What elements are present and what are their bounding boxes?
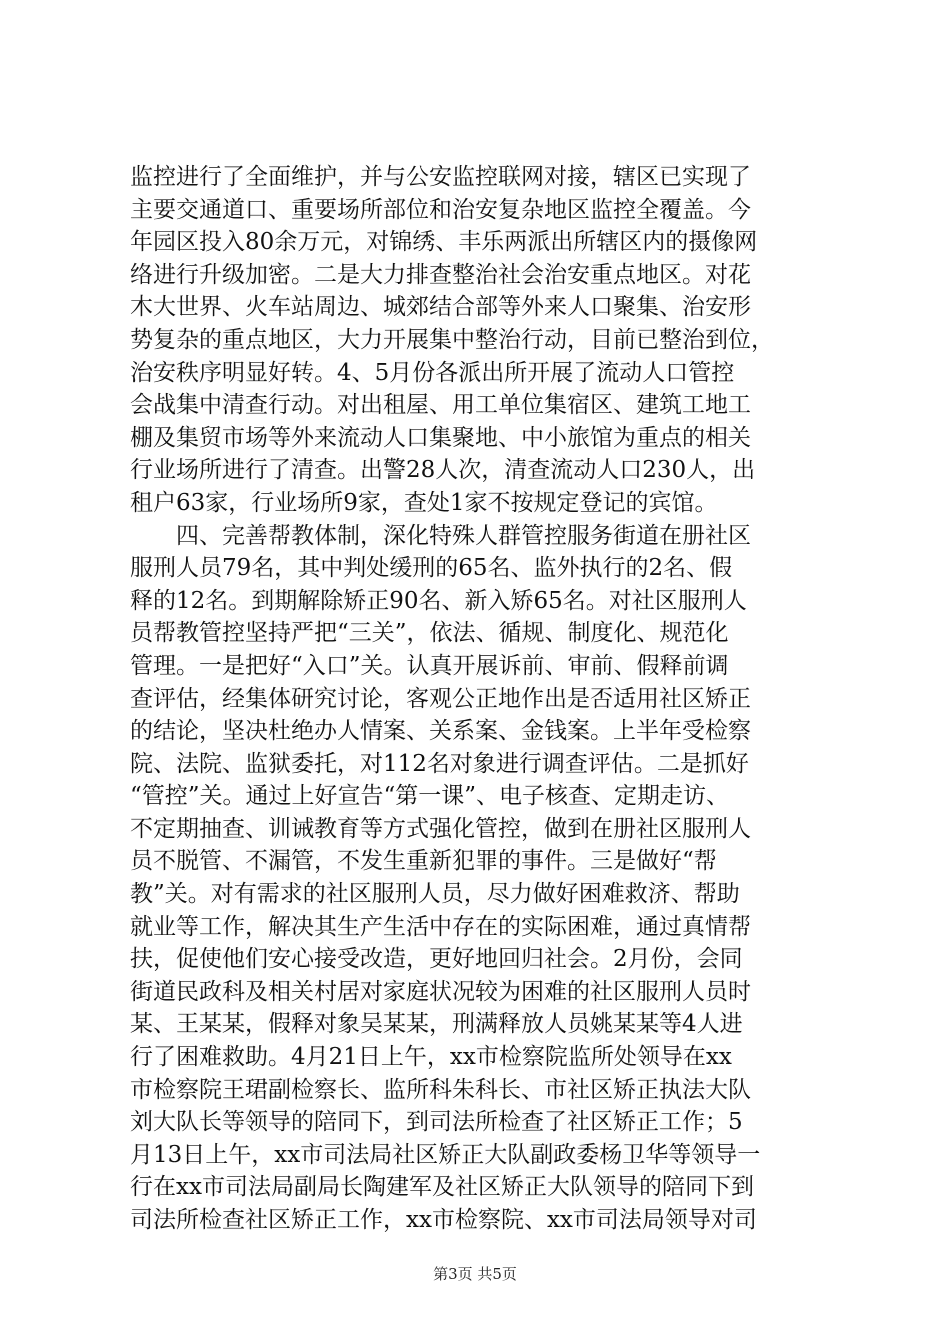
text-line: 的结论，坚决杜绝办人情案、关系案、金钱案。上半年受检察 <box>130 718 751 745</box>
text-line: 租户63家，行业场所9家，查处1家不按规定登记的宾馆。 <box>130 489 718 516</box>
text-line: 刘大队长等领导的陪同下，到司法所检查了社区矫正工作；5 <box>130 1109 743 1136</box>
document-body <box>130 161 830 1237</box>
text-line: 某、王某某，假释对象吴某某，刑满释放人员姚某某等4人进 <box>130 1011 743 1038</box>
text-line: 管理。一是把好“入口”关。认真开展诉前、审前、假释前调 <box>130 652 729 679</box>
text-line: 主要交通道口、重要场所部位和治安复杂地区监控全覆盖。今 <box>130 196 751 223</box>
text-line: 四、完善帮教体制，深化特殊人群管控服务街道在册社区 <box>130 522 751 549</box>
text-line: 行在xx市司法局副局长陶建军及社区矫正大队领导的陪同下到 <box>130 1174 754 1201</box>
text-line: 查评估，经集体研究讨论，客观公正地作出是否适用社区矫正 <box>130 685 751 712</box>
text-line: 月13日上午，xx市司法局社区矫正大队副政委杨卫华等领导一 <box>130 1141 761 1168</box>
text-line: 棚及集贸市场等外来流动人口集聚地、中小旅馆为重点的相关 <box>130 424 751 451</box>
text-line: 会战集中清查行动。对出租屋、用工单位集宿区、建筑工地工 <box>130 392 751 419</box>
text-line: 行了困难救助。4月21日上午，xx市检察院监所处领导在xx <box>130 1044 732 1071</box>
text-line: 监控进行了全面维护，并与公安监控联网对接，辖区已实现了 <box>130 164 751 190</box>
text-line: 员不脱管、不漏管，不发生重新犯罪的事件。三是做好“帮 <box>130 848 717 875</box>
text-line: 教”关。对有需求的社区服刑人员，尽力做好困难救济、帮助 <box>130 881 740 908</box>
text-line: 市检察院王珺副检察长、监所科朱科长、市社区矫正执法大队 <box>130 1076 751 1103</box>
text-line: 释的12名。到期解除矫正90名、新入矫65名。对社区服刑人 <box>130 587 747 614</box>
text-line: 扶，促使他们安心接受改造，更好地回归社会。2月份，会同 <box>130 946 743 973</box>
text-line: 司法所检查社区矫正工作，xx市检察院、xx市司法局领导对司 <box>130 1207 757 1233</box>
text-line: 街道民政科及相关村居对家庭状况较为困难的社区服刑人员时 <box>130 978 751 1005</box>
text-line: 木大世界、火车站周边、城郊结合部等外来人口聚集、治安形 <box>130 294 751 321</box>
text-line: 络进行升级加密。二是大力排查整治社会治安重点地区。对花 <box>130 261 751 288</box>
text-line: 不定期抽查、训诫教育等方式强化管控，做到在册社区服刑人 <box>130 815 751 842</box>
text-line: “管控”关。通过上好宣告“第一课”、电子核查、定期走访、 <box>130 783 730 810</box>
text-line: 院、法院、监狱委托，对112名对象进行调查评估。二是抓好 <box>130 750 749 777</box>
text-line: 年园区投入80余万元，对锦绣、丰乐两派出所辖区内的摄像网 <box>130 229 758 256</box>
text-line: 行业场所进行了清查。出警28人次，清查流动人口230人，出 <box>130 457 756 484</box>
text-line: 员帮教管控坚持严把“三关”，依法、循规、制度化、规范化 <box>130 620 729 647</box>
text-line: 治安秩序明显好转。4、5月份各派出所开展了流动人口管控 <box>130 359 735 386</box>
page-number-footer: 第3页 共5页 <box>433 1265 517 1283</box>
text-line: 服刑人员79名，其中判处缓刑的65名、监外执行的2名、假 <box>130 555 733 582</box>
text-line: 势复杂的重点地区，大力开展集中整治行动，目前已整治到位， <box>130 326 774 353</box>
text-line: 就业等工作，解决其生产生活中存在的实际困难，通过真情帮 <box>130 913 751 940</box>
